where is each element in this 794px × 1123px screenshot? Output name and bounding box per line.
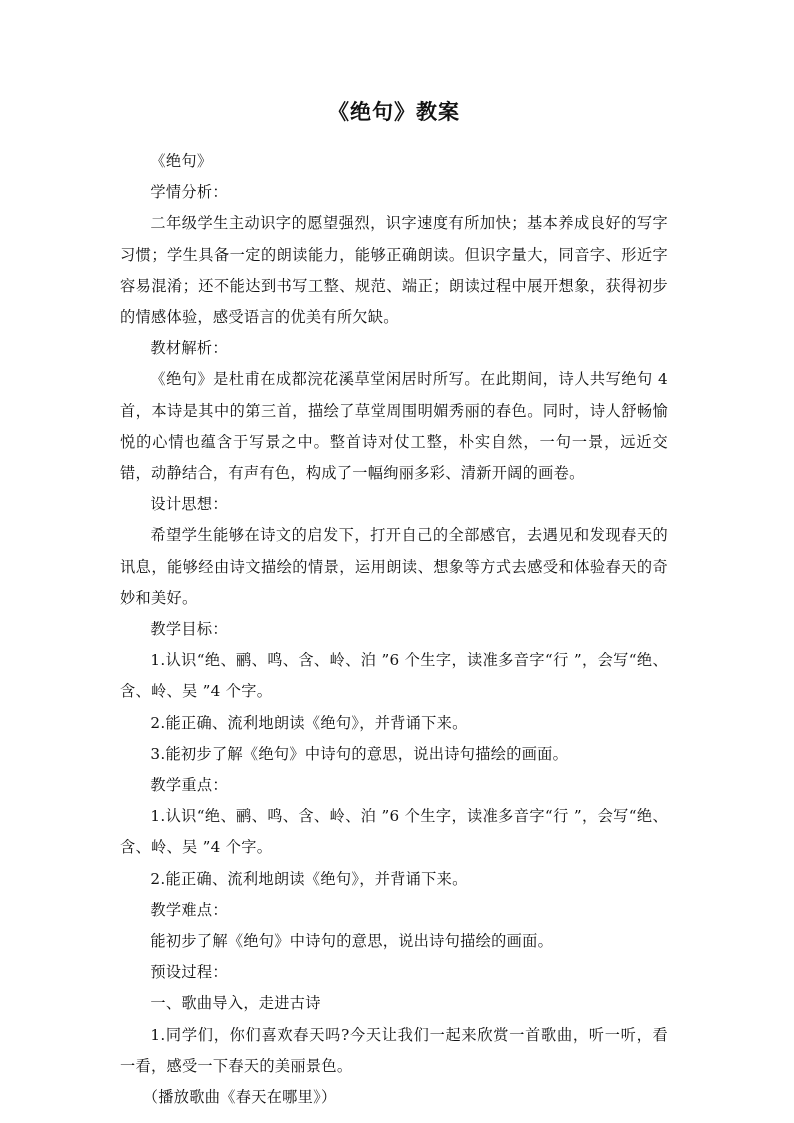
design-idea-text: 希望学生能够在诗文的启发下，打开自己的全部感官，去遇见和发现春天的讯息，能够经由诗文描绘的情景，运用朗读、想象等方式去感受和体验春天的奇妙和美好。 bbox=[120, 526, 668, 607]
section-heading-difficulties: 教学难点： bbox=[150, 900, 228, 919]
section-heading-material-analysis: 教材解析： bbox=[150, 339, 228, 358]
process-step-heading: 一、歌曲导入，走进古诗 bbox=[150, 994, 321, 1013]
section-heading-teaching-goals: 教学目标： bbox=[150, 620, 228, 639]
section-heading-student-analysis: 学情分析： bbox=[150, 183, 228, 202]
student-analysis-text: 二年级学生主动识字的愿望强烈，识字速度有所加快；基本养成良好的写字习惯；学生具备一定的朗读能力，能够正确朗读。但识字量大，同音字、形近字容易混淆；还不能达到书写工整、规范、端正；朗读过程中展开想象，获得初步的情感体验，感受语言的优美有所欠缺。 bbox=[120, 214, 668, 327]
teaching-goal-1: 1.认识“绝、鹂、鸣、含、岭、泊 ”6 个生字，读准多音字“行 ”，会写“绝、含、岭、吴 ”4 个字。 bbox=[120, 651, 668, 701]
teaching-goal-2: 2.能正确、流利地朗读《绝句》，并背诵下来。 bbox=[150, 713, 468, 732]
section-heading-design-idea: 设计思想： bbox=[150, 495, 228, 514]
poem-name: 《绝句》 bbox=[150, 152, 213, 170]
section-heading-key-points: 教学重点： bbox=[150, 776, 228, 795]
key-point-2: 2.能正确、流利地朗读《绝句》，并背诵下来。 bbox=[150, 869, 468, 888]
process-note: （播放歌曲《春天在哪里》） bbox=[142, 1088, 337, 1107]
key-point-1: 1.认识“绝、鹂、鸣、含、岭、泊 ”6 个生字，读准多音字“行 ”，会写“绝、含、岭、吴 ”4 个字。 bbox=[120, 807, 668, 857]
material-analysis-text: 《绝句》是杜甫在成都浣花溪草堂闲居时所写。在此期间，诗人共写绝句 4 首，本诗是其中的第三首，描绘了草堂周围明媚秀丽的春色。同时，诗人舒畅愉悦的心情也蕴含于写景之中。整首诗对仗工整，朴实自然，一句一景，远近交错，动静结合，有声有色，构成了一幅绚丽多彩、清新开阔的画卷。 bbox=[120, 370, 668, 483]
difficulty-text: 能初步了解《绝句》中诗句的意思，说出诗句描绘的画面。 bbox=[150, 932, 554, 951]
document-title: 《绝句》教案 bbox=[328, 99, 460, 124]
document-page bbox=[120, 92, 668, 1113]
section-heading-process: 预设过程： bbox=[150, 963, 228, 982]
teaching-goal-3: 3.能初步了解《绝句》中诗句的意思，说出诗句描绘的画面。 bbox=[150, 744, 569, 763]
process-step-1: 1.同学们，你们喜欢春天吗?今天让我们一起来欣赏一首歌曲，听一听，看一看，感受一下春天的美丽景色。 bbox=[120, 1025, 668, 1075]
